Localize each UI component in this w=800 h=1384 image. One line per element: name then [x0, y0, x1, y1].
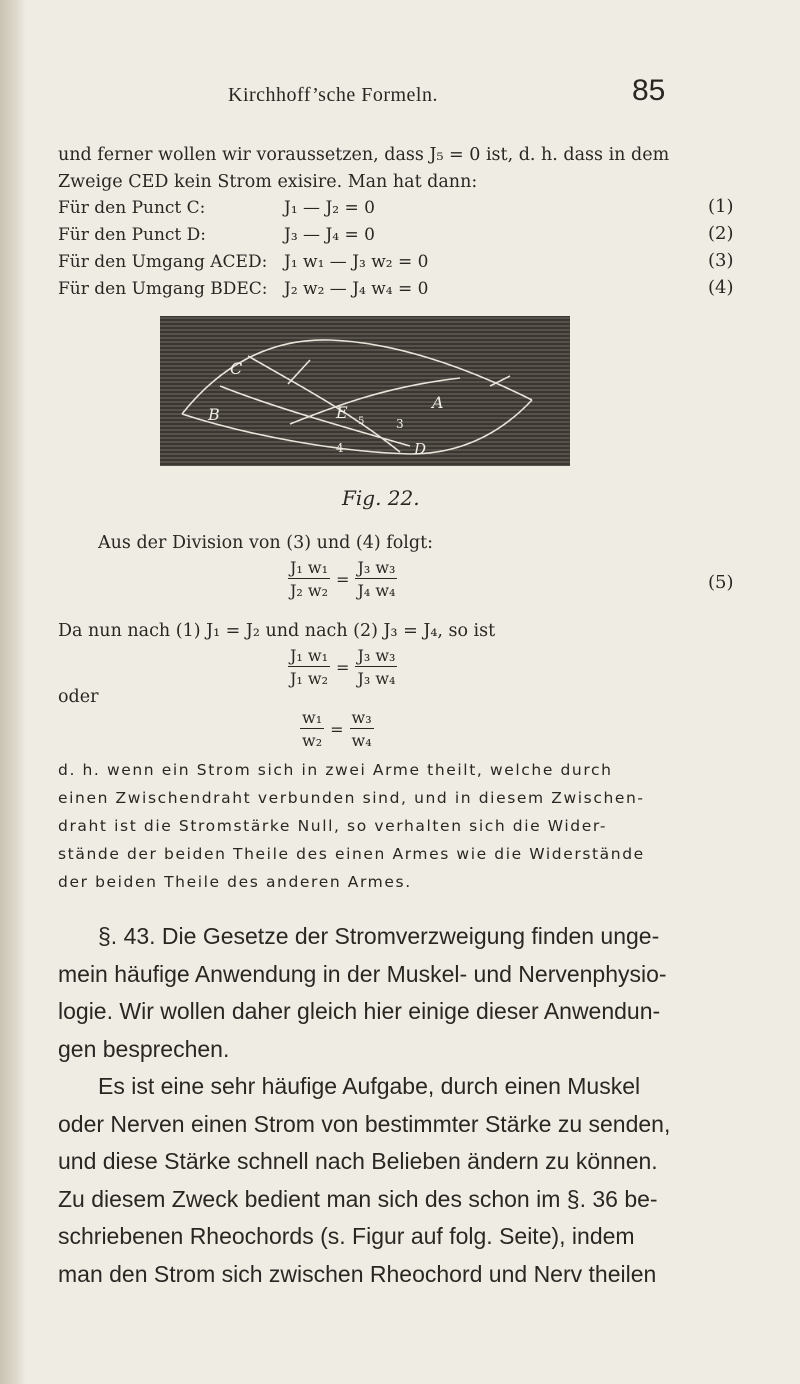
figure-caption: Fig. 22. — [342, 486, 420, 510]
equation-3-label: Für den Umgang ACED: — [58, 252, 268, 272]
resistance-left-fraction — [300, 708, 324, 750]
equals-sign: = — [336, 657, 350, 677]
section-line-1: §. 43. Die Gesetze der Stromverzweigung finden unge- — [98, 923, 660, 949]
equation-5-right-fraction — [355, 558, 397, 600]
equation-5-left-denominator: J₂ w₂ — [290, 581, 329, 600]
equation-5-left-fraction — [288, 558, 330, 600]
equation-5-right-numerator: J₃ w₃ — [357, 558, 396, 577]
intro-line-1: und ferner wollen wir voraussetzen, dass J₅ = 0 ist, d. h. dass in dem — [58, 145, 670, 165]
label-A: A — [432, 393, 444, 412]
section-line-2: mein häufige Anwendung in der Muskel- und Nervenphysio- — [58, 961, 667, 987]
equation-5-left-numerator: J₁ w₁ — [290, 558, 329, 577]
ratio-left-denominator: J₁ w₂ — [290, 669, 329, 688]
spaced-line-4: stände der beiden Theile des einen Armes wie die Widerstände — [58, 845, 645, 863]
ratio-left-fraction — [288, 646, 330, 688]
bridge-engraving — [160, 316, 570, 466]
section-line-4: gen besprechen. — [58, 1036, 230, 1062]
equation-5-number: (5) — [708, 572, 734, 593]
ratio-left-numerator: J₁ w₁ — [290, 646, 329, 665]
resistance-left-denominator: w₂ — [302, 731, 323, 750]
equation-5 — [288, 558, 397, 600]
derivation-line-1: Aus der Division von (3) und (4) folgt: — [98, 533, 434, 553]
spaced-line-2: einen Zwischendraht verbunden sind, und in diesem Zwischen- — [58, 789, 645, 807]
resistance-right-denominator: w₄ — [351, 731, 372, 750]
label-C: C — [230, 359, 243, 378]
equation-4-number: (4) — [708, 277, 734, 298]
section-line-9: schriebenen Rheochords (s. Figur auf folg. Seite), indem — [58, 1223, 635, 1249]
equation-4-label: Für den Umgang BDEC: — [58, 279, 268, 299]
section-line-3: logie. Wir wollen daher gleich hier einige dieser Anwendun- — [58, 998, 661, 1024]
label-D: D — [414, 440, 427, 458]
section-line-10: man den Strom sich zwischen Rheochord und Nerv theilen — [58, 1261, 657, 1287]
label-5: 5 — [358, 416, 365, 427]
spaced-line-5: der beiden Theile des anderen Armes. — [58, 873, 412, 891]
equation-1-formula: J₁ — J₂ = 0 — [284, 198, 375, 218]
equation-1-number: (1) — [708, 196, 734, 217]
section-line-7: und diese Stärke schnell nach Belieben ändern zu können. — [58, 1148, 658, 1174]
equation-2-label: Für den Punct D: — [58, 225, 207, 245]
equation-resistance-ratio — [300, 708, 374, 750]
equation-2-formula: J₃ — J₄ = 0 — [284, 225, 375, 245]
figure-22-bridge-diagram — [160, 316, 570, 466]
derivation-line-2: Da nun nach (1) J₁ = J₂ und nach (2) J₃ = J₄, so ist — [58, 621, 496, 641]
equation-3-formula: J₁ w₁ — J₃ w₂ = 0 — [284, 252, 429, 272]
ratio-right-denominator: J₃ w₄ — [357, 669, 396, 688]
intro-line-2: Zweige CED kein Strom exisire. Man hat dann: — [58, 172, 478, 192]
equation-4-formula: J₂ w₂ — J₄ w₄ = 0 — [284, 279, 429, 299]
section-line-5: Es ist eine sehr häufige Aufgabe, durch einen Muskel — [98, 1073, 641, 1099]
section-line-6: oder Nerven einen Strom von bestimmter Stärke zu senden, — [58, 1111, 671, 1137]
figure-background — [160, 316, 570, 466]
equals-sign: = — [336, 569, 350, 589]
equation-3-number: (3) — [708, 250, 734, 271]
equals-sign: = — [330, 719, 344, 739]
oder-word: oder — [58, 687, 99, 707]
ratio-right-numerator: J₃ w₃ — [357, 646, 396, 665]
spaced-line-1: d. h. wenn ein Strom sich in zwei Arme theilt, welche durch — [58, 761, 613, 779]
section-line-8: Zu diesem Zweck bedient man sich des schon im §. 36 be- — [58, 1186, 658, 1212]
resistance-right-numerator: w₃ — [351, 708, 372, 727]
ratio-right-fraction — [355, 646, 397, 688]
page-number: 85 — [632, 74, 666, 107]
running-header: Kirchhoff’sche Formeln. — [228, 84, 438, 106]
equation-5-right-denominator: J₄ w₄ — [357, 581, 396, 600]
equation-ratio — [288, 646, 397, 688]
label-4: 4 — [336, 441, 344, 455]
label-3: 3 — [396, 417, 404, 431]
spaced-line-3: draht ist die Stromstärke Null, so verhalten sich die Wider- — [58, 817, 608, 835]
resistance-left-numerator: w₁ — [302, 708, 323, 727]
resistance-right-fraction — [350, 708, 374, 750]
equation-2-number: (2) — [708, 223, 734, 244]
label-E: E — [336, 403, 348, 422]
label-B: B — [208, 405, 220, 424]
equation-1-label: Für den Punct C: — [58, 198, 206, 218]
